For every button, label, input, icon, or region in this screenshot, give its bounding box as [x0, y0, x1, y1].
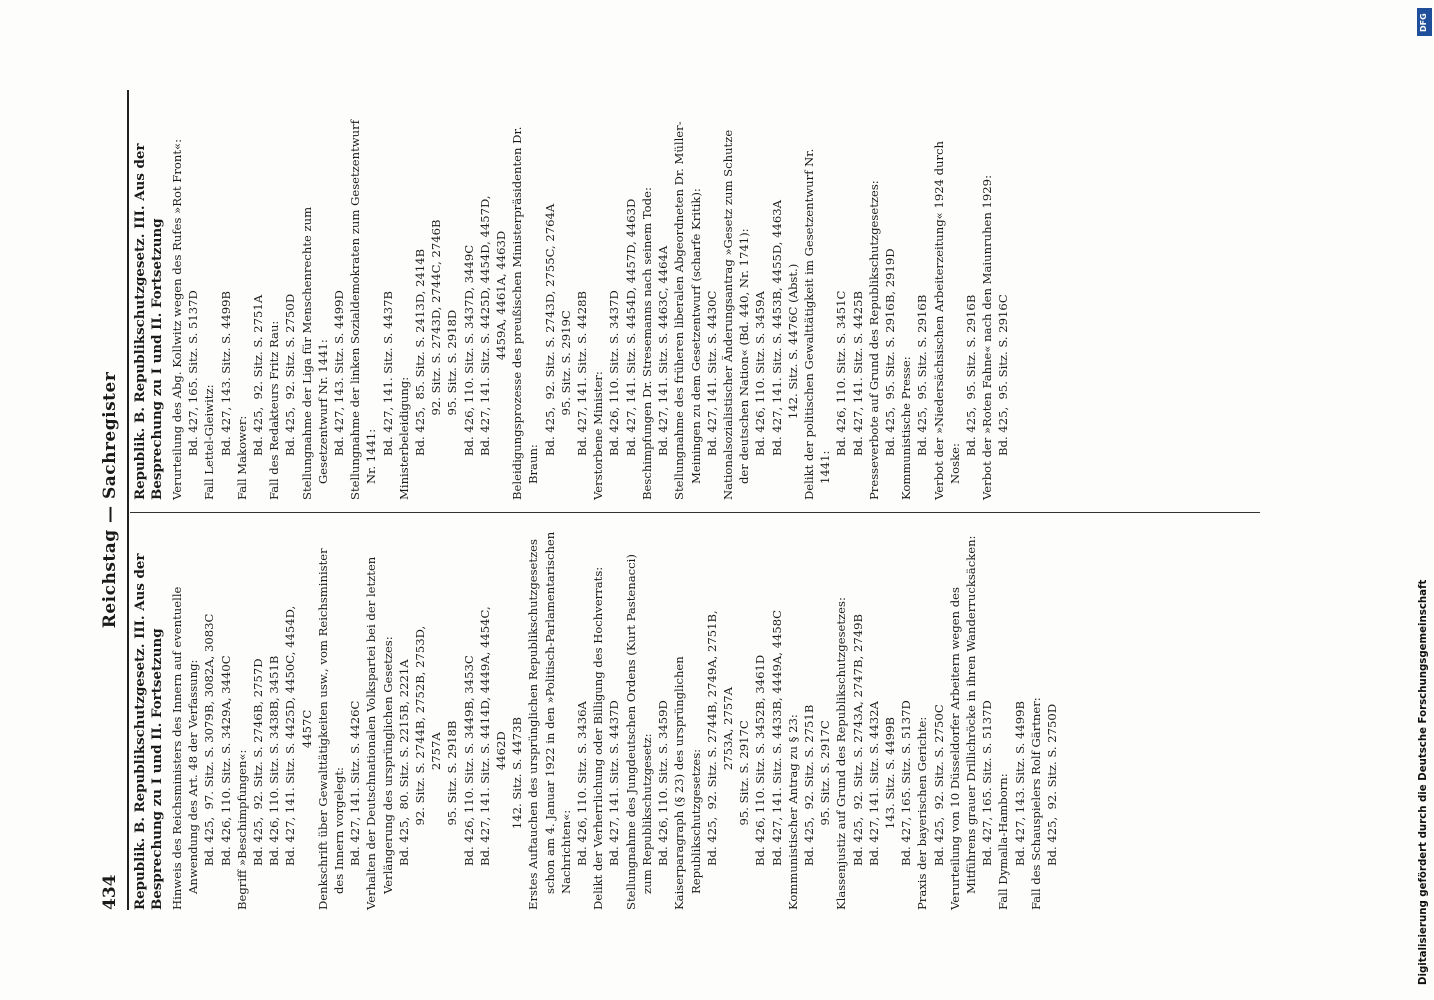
page-number: 434 — [100, 874, 120, 910]
index-entry-title: Erstes Auftauchen des ursprünglichen Republikschutzgesetzes schon am 4. Januar 1922 in den »Politisch-Parlamentarischen Nachrichten«: — [526, 531, 573, 910]
index-entry — [720, 118, 801, 500]
index-entry-title: Kommunistische Presse: — [899, 356, 914, 500]
index-reference: Bd. 425, 80. Sitz. S. 2215B, 2221A — [396, 659, 411, 866]
index-reference: Bd. 425, 95. Sitz. S. 2916B — [915, 294, 930, 456]
index-entry-title: Beschimpfungen Dr. Stresemanns nach seinem Tode: — [639, 187, 654, 500]
index-entry — [590, 118, 639, 500]
index-reference: 4457C — [299, 709, 314, 866]
index-reference: Bd. 427, 165. Sitz. S. 5137D — [899, 700, 914, 866]
index-reference: 95. Sitz. S. 2917C — [818, 720, 833, 866]
index-reference: Bd. 425, 92. Sitz. S. 2750D — [1044, 703, 1059, 866]
index-entry — [234, 528, 315, 910]
index-entry — [914, 528, 946, 910]
index-entry — [979, 118, 1011, 500]
index-reference: 95. Sitz. S. 2919C — [558, 310, 573, 456]
index-entry-title: Verurteilung von 10 Düsseldorfer Arbeitern wegen des Mitführens grauer Drillichröcke in ihren Wanderrucksäcken: — [947, 535, 978, 910]
index-reference: Bd. 427, 141. Sitz. S. 4433B, 4449A, 4458C — [769, 609, 784, 866]
index-entry — [396, 118, 509, 500]
dfg-logo-text: DFG — [1419, 13, 1428, 32]
index-reference: Bd. 425, 92. Sitz. S. 2751A — [251, 294, 266, 456]
index-reference: Bd. 426, 110. Sitz. S. 3459D — [656, 700, 671, 866]
index-entry-title: Stellungnahme der Liga für Menschenrechte zum Gesetzentwurf Nr. 1441: — [299, 206, 330, 500]
index-entry-title: Begriff »Beschimpfungen«: — [234, 749, 249, 910]
index-entry-title: Denkschrift über Gewalttätigkeiten usw., vom Reichsminister des Innern vorgelegt: — [315, 548, 347, 910]
index-entry-title: Verbot der »Niedersächsischen Arbeiterzeitung« 1924 durch Noske: — [931, 140, 962, 500]
index-reference: Bd. 426, 110. Sitz. S. 3452B, 3461D — [753, 654, 768, 866]
index-reference: Bd. 426, 110. Sitz. S. 3438B, 3451B — [267, 655, 282, 866]
index-reference: Bd. 426, 110. Sitz. S. 3437D — [607, 290, 622, 456]
index-entry — [671, 528, 784, 910]
index-entry — [833, 528, 914, 910]
index-entry — [266, 118, 298, 500]
index-entry-title: Presseverbote auf Grund des Republikschutzgesetzes: — [866, 180, 881, 500]
index-reference: 142. Sitz. S. 4476C (Abst.) — [785, 263, 800, 456]
index-reference: Bd. 427, 141. Sitz. S. 4414D, 4449A, 4454C, — [477, 606, 492, 866]
index-reference: 4459A, 4461A, 4463D — [494, 230, 509, 456]
index-entry — [671, 118, 720, 500]
index-reference: 92. Sitz. S. 2743D, 2744C, 2746B — [429, 219, 444, 456]
index-entry — [525, 528, 590, 910]
column-heading: Republik. B. Republikschutzgesetz. III. Aus der Besprechung zu I und II. Fortsetzung — [132, 143, 165, 500]
index-entry-title: Klassenjustiz auf Grund des Republikschutzgesetzes: — [834, 597, 849, 910]
index-reference: Bd. 427, 141. Sitz. S. 4437B — [380, 290, 395, 456]
index-entry — [169, 528, 234, 910]
index-entry-title: Delikt der Verherrlichung oder Billigung des Hochverrats: — [591, 566, 606, 910]
index-entry — [801, 118, 866, 500]
index-column-left — [132, 528, 1060, 910]
index-reference: Bd. 427, 141. Sitz. S. 4463C, 4464A — [656, 245, 671, 456]
index-reference: Bd. 426, 110. Sitz. S. 3451C — [834, 290, 849, 456]
index-entry-title: Kommunistischer Antrag zu § 23: — [785, 714, 800, 910]
index-entry-title: Verurteilung des Abg. Kollwitz wegen des Rufes »Rot Front«: — [170, 139, 184, 500]
index-reference: Bd. 425, 92. Sitz. S. 2750C — [931, 704, 946, 866]
funding-note: Digitalisierung gefördert durch die Deutsche Forschungsgemeinschaft — [1418, 579, 1429, 985]
index-entry-title: Hinweis des Reichsministers des Innern auf eventuelle Anwendung des Art. 48 der Verfassung: — [170, 586, 201, 910]
rotated-page-body — [100, 90, 1275, 910]
column-heading: Republik. B. Republikschutzgesetz. III. Aus der Besprechung zu I und II. Fortsetzung — [132, 553, 165, 910]
index-entry — [639, 118, 671, 500]
index-reference: Bd. 425, 97. Sitz. S. 3079B, 3082A, 3083C — [202, 613, 217, 866]
index-reference: Bd. 425, 92. Sitz. S. 2743D, 2755C, 2764A — [542, 203, 557, 456]
running-head — [100, 90, 126, 910]
index-entry — [866, 118, 898, 500]
index-reference: Bd. 425, 85. Sitz. S. 2413D, 2414B — [413, 248, 428, 456]
index-entry — [1028, 528, 1060, 910]
index-reference: Bd. 427, 165. Sitz. S. 5137D — [186, 290, 201, 456]
index-entry-title: Fall Dymalla-Hamborn: — [996, 773, 1011, 910]
index-entry-title: Fall des Redakteurs Fritz Rau: — [267, 320, 282, 500]
index-entry-title: Verbot der »Roten Fahne« nach den Maiunruhen 1929: — [980, 175, 995, 500]
index-reference: Bd. 427, 141. Sitz. S. 4454D, 4457D, 4463D — [623, 198, 638, 456]
index-entry-title: Stellungnahme des früheren liberalen Abgeordneten Dr. Müller-Meiningen zu dem Gesetzentwurf (scharfe Kritik): — [672, 121, 703, 500]
index-entry — [898, 118, 930, 500]
index-entry — [347, 118, 396, 500]
index-reference: Bd. 427, 143. Sitz. S. 4499D — [332, 290, 347, 456]
index-reference: Bd. 425, 95. Sitz. S. 2916B, 2919D — [882, 248, 897, 456]
dfg-logo — [1417, 8, 1432, 36]
index-entry — [785, 528, 834, 910]
index-entry — [315, 528, 364, 910]
index-entry — [947, 528, 996, 910]
index-entry — [201, 118, 233, 500]
index-reference: 4462D — [494, 731, 509, 866]
index-reference: 92. Sitz. S. 2744B, 2752B, 2753D, — [413, 625, 428, 866]
index-reference: Bd. 427, 141. Sitz. S. 4425D, 4450C, 4454D, — [283, 605, 298, 866]
index-entry-title: Kaiserparagraph (§ 23) des ursprünglichen Republikschutzgesetzes: — [672, 656, 703, 910]
index-entry-title: Ministerbeleidigung: — [396, 376, 411, 500]
index-reference: Bd. 427, 141. Sitz. S. 4437D — [607, 700, 622, 866]
index-reference: Bd. 426, 110. Sitz. S. 3449B, 3453C — [461, 655, 476, 866]
index-entry-title: Verstorbene Minister: — [591, 371, 606, 500]
index-reference: 95. Sitz. S. 2918B — [445, 720, 460, 866]
index-entry-title: Verhalten der Deutschnationalen Volkspartei bei der letzten Verlängerung des ursprünglichen Gesetzes: — [364, 556, 395, 910]
index-reference: Bd. 426, 110. Sitz. S. 3436A — [575, 701, 590, 866]
index-reference: Bd. 425, 92. Sitz. S. 2750D — [283, 293, 298, 456]
index-reference: 95. Sitz. S. 2917C — [737, 720, 752, 866]
index-entry-title: Beleidigungsprozesse des preußischen Ministerpräsidenten Dr. Braun: — [510, 126, 541, 500]
index-reference: Bd. 426, 110. Sitz. S. 3459A — [753, 291, 768, 456]
index-reference: Bd. 425, 92. Sitz. S. 2751B — [801, 704, 816, 866]
index-entry — [509, 118, 590, 500]
index-reference: Bd. 426, 110. Sitz. S. 3429A, 3440C — [218, 655, 233, 866]
index-entry — [234, 118, 266, 500]
index-entry-title: Fall Lettel-Gleiwitz: — [202, 384, 217, 500]
index-entry-title: Stellungnahme des Jungdeutschen Ordens (Kurt Pastenacci) zum Republikschutzgesetz: — [623, 554, 654, 910]
index-reference: 2753A, 2757A — [720, 687, 735, 866]
index-entry — [931, 118, 980, 500]
page-title: Reichstag — Sachregister — [100, 371, 120, 629]
entry-list — [169, 118, 1012, 500]
index-reference: 143. Sitz. S. 4499B — [882, 716, 897, 866]
index-reference: Bd. 427, 141. Sitz. S. 4428B — [575, 290, 590, 456]
index-entry-title: Fall Makower: — [234, 415, 249, 500]
index-entry — [363, 528, 525, 910]
index-reference: Bd. 425, 95. Sitz. S. 2916C — [996, 294, 1011, 456]
column-divider — [130, 512, 1260, 513]
index-reference: 142. Sitz. S. 4473B — [510, 716, 525, 866]
index-reference: Bd. 427, 141. Sitz. S. 4432A — [866, 701, 881, 866]
index-reference: Bd. 426, 110. Sitz. S. 3437D, 3449C — [461, 244, 476, 456]
index-reference: Bd. 427, 141. Sitz. S. 4430C — [704, 290, 719, 456]
index-entry — [623, 528, 672, 910]
index-reference: 2757A — [429, 732, 444, 866]
index-reference: 95. Sitz. S. 2918D — [445, 309, 460, 456]
index-entry — [995, 528, 1027, 910]
index-entry — [299, 118, 348, 500]
index-reference: Bd. 427, 165. Sitz. S. 5137D — [980, 700, 995, 866]
index-reference: Bd. 425, 92. Sitz. S. 2744B, 2749A, 2751B, — [704, 610, 719, 866]
index-entry-title: Praxis der bayerischen Gerichte: — [915, 716, 930, 910]
index-entry-title: Stellungnahme der linken Sozialdemokraten zum Gesetzentwurf Nr. 1441: — [348, 120, 379, 500]
index-reference: Bd. 425, 92. Sitz. S. 2746B, 2757D — [251, 658, 266, 866]
index-reference: Bd. 427, 141. Sitz. S. 4425D, 4454D, 4457D, — [477, 195, 492, 456]
index-entry — [169, 118, 201, 500]
entry-list — [169, 528, 1060, 910]
index-reference: Bd. 427, 141. Sitz. S. 4425B — [850, 290, 865, 456]
index-reference: Bd. 427, 143. Sitz. S. 4499B — [1012, 700, 1027, 866]
index-entry — [590, 528, 622, 910]
index-entry-title: Fall des Schauspielers Rolf Gärtner: — [1028, 697, 1043, 910]
index-reference: Bd. 427, 141. Sitz. S. 4453B, 4455D, 4463A — [769, 199, 784, 456]
header-rule — [127, 90, 129, 910]
index-column-right — [132, 118, 1012, 500]
index-entry-title: Delikt der politischen Gewalttätigkeit im Gesetzentwurf Nr. 1441: — [801, 148, 833, 500]
index-entry-title: Nationalsozialistischer Änderungsantrag »Gesetz zum Schutze der deutschen Nation« (Bd. 440, Nr. 1741): — [720, 129, 752, 500]
index-reference: Bd. 425, 92. Sitz. S. 2743A, 2747B, 2749B — [850, 614, 865, 866]
index-reference: Bd. 427, 141. Sitz. S. 4426C — [348, 700, 363, 866]
index-reference: Bd. 427, 143. Sitz. S. 4499B — [218, 290, 233, 456]
index-reference: Bd. 425, 95. Sitz. S. 2916B — [963, 294, 978, 456]
